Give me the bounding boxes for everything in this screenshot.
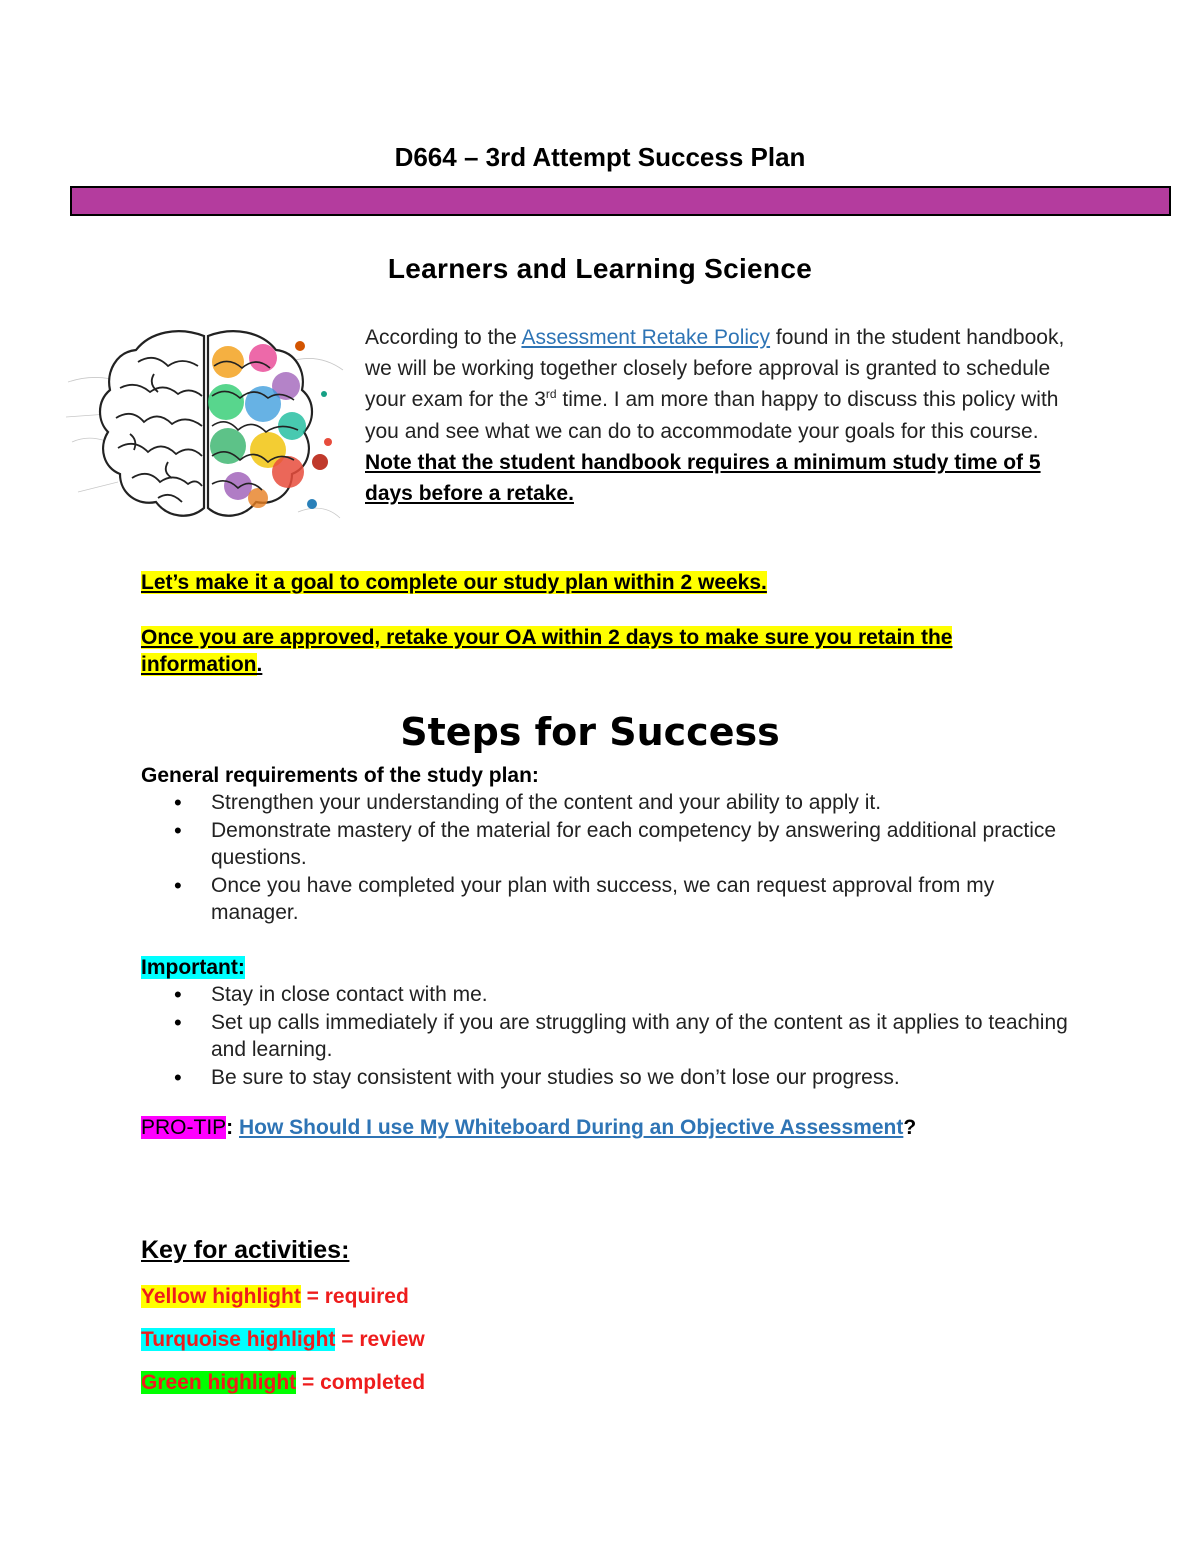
requirements-block bbox=[141, 762, 1071, 926]
ordinal-suffix: rd bbox=[545, 387, 557, 402]
goal-retake-oa bbox=[141, 624, 1071, 678]
key-yellow-swatch: Yellow highlight bbox=[141, 1285, 301, 1308]
key-required bbox=[141, 1285, 409, 1309]
intro-text-2: found in the student handbook, we will be working together closely before approval is granted to schedule your exam for the 3 bbox=[365, 326, 1065, 412]
list-item: • Stay in close contact with me. bbox=[211, 981, 1071, 1008]
key-green-swatch: Green highlight bbox=[141, 1371, 297, 1394]
important-label-line bbox=[141, 954, 1071, 981]
key-turquoise-swatch: Turquoise highlight bbox=[141, 1328, 336, 1351]
document-title: D664 – 3rd Attempt Success Plan bbox=[394, 142, 806, 172]
pro-tip-label: PRO-TIP bbox=[141, 1116, 227, 1139]
key-heading: Key for activities: bbox=[141, 1236, 350, 1264]
key-review bbox=[141, 1328, 425, 1352]
key-required-meaning: = required bbox=[300, 1285, 409, 1308]
goal-two-weeks-text: Let’s make it a goal to complete our study plan within 2 weeks. bbox=[141, 571, 767, 594]
title-divider-bar bbox=[70, 186, 1171, 216]
pro-tip-question-mark: ? bbox=[903, 1116, 917, 1139]
whiteboard-link[interactable]: How Should I use My Whiteboard During an Objective Assessment bbox=[239, 1116, 904, 1139]
intro-text-3: time. I am more than happy to discuss this policy with you and see what we can do to accommodate your goals for this course. bbox=[365, 388, 1059, 443]
brain-illustration-icon bbox=[58, 322, 348, 550]
list-item: • Strengthen your understanding of the content and your ability to apply it. bbox=[211, 789, 1071, 816]
steps-heading: Steps for Success bbox=[400, 710, 780, 754]
section-title: Learners and Learning Science bbox=[387, 253, 813, 284]
list-item: • Demonstrate mastery of the material for each competency by answering additional practice questions. bbox=[211, 817, 1071, 872]
requirements-list bbox=[141, 789, 1071, 926]
goal-retake-oa-period: . bbox=[256, 653, 263, 676]
retake-policy-link[interactable]: Assessment Retake Policy bbox=[521, 326, 771, 349]
important-block bbox=[141, 954, 1071, 1091]
pro-tip-colon: : bbox=[226, 1116, 239, 1139]
pro-tip bbox=[141, 1116, 916, 1140]
intro-text-1: According to the bbox=[365, 326, 522, 349]
intro-paragraph bbox=[365, 322, 1065, 509]
list-item: • Once you have completed your plan with success, we can request approval from my manager. bbox=[211, 872, 1071, 927]
key-completed-meaning: = completed bbox=[296, 1371, 426, 1394]
list-item: • Set up calls immediately if you are struggling with any of the content as it applies to teaching and learning. bbox=[211, 1009, 1071, 1064]
important-label: Important: bbox=[141, 956, 245, 979]
goal-retake-oa-text: Once you are approved, retake your OA within 2 days to make sure you retain the information bbox=[141, 626, 953, 676]
important-list bbox=[141, 981, 1071, 1091]
requirements-label: General requirements of the study plan: bbox=[141, 764, 539, 787]
study-time-note: Note that the student handbook requires a minimum study time of 5 days before a retake. bbox=[365, 450, 1041, 506]
goal-two-weeks bbox=[141, 569, 1071, 596]
key-review-meaning: = review bbox=[335, 1328, 425, 1351]
key-completed bbox=[141, 1371, 425, 1395]
list-item: • Be sure to stay consistent with your studies so we don’t lose our progress. bbox=[211, 1064, 1071, 1091]
